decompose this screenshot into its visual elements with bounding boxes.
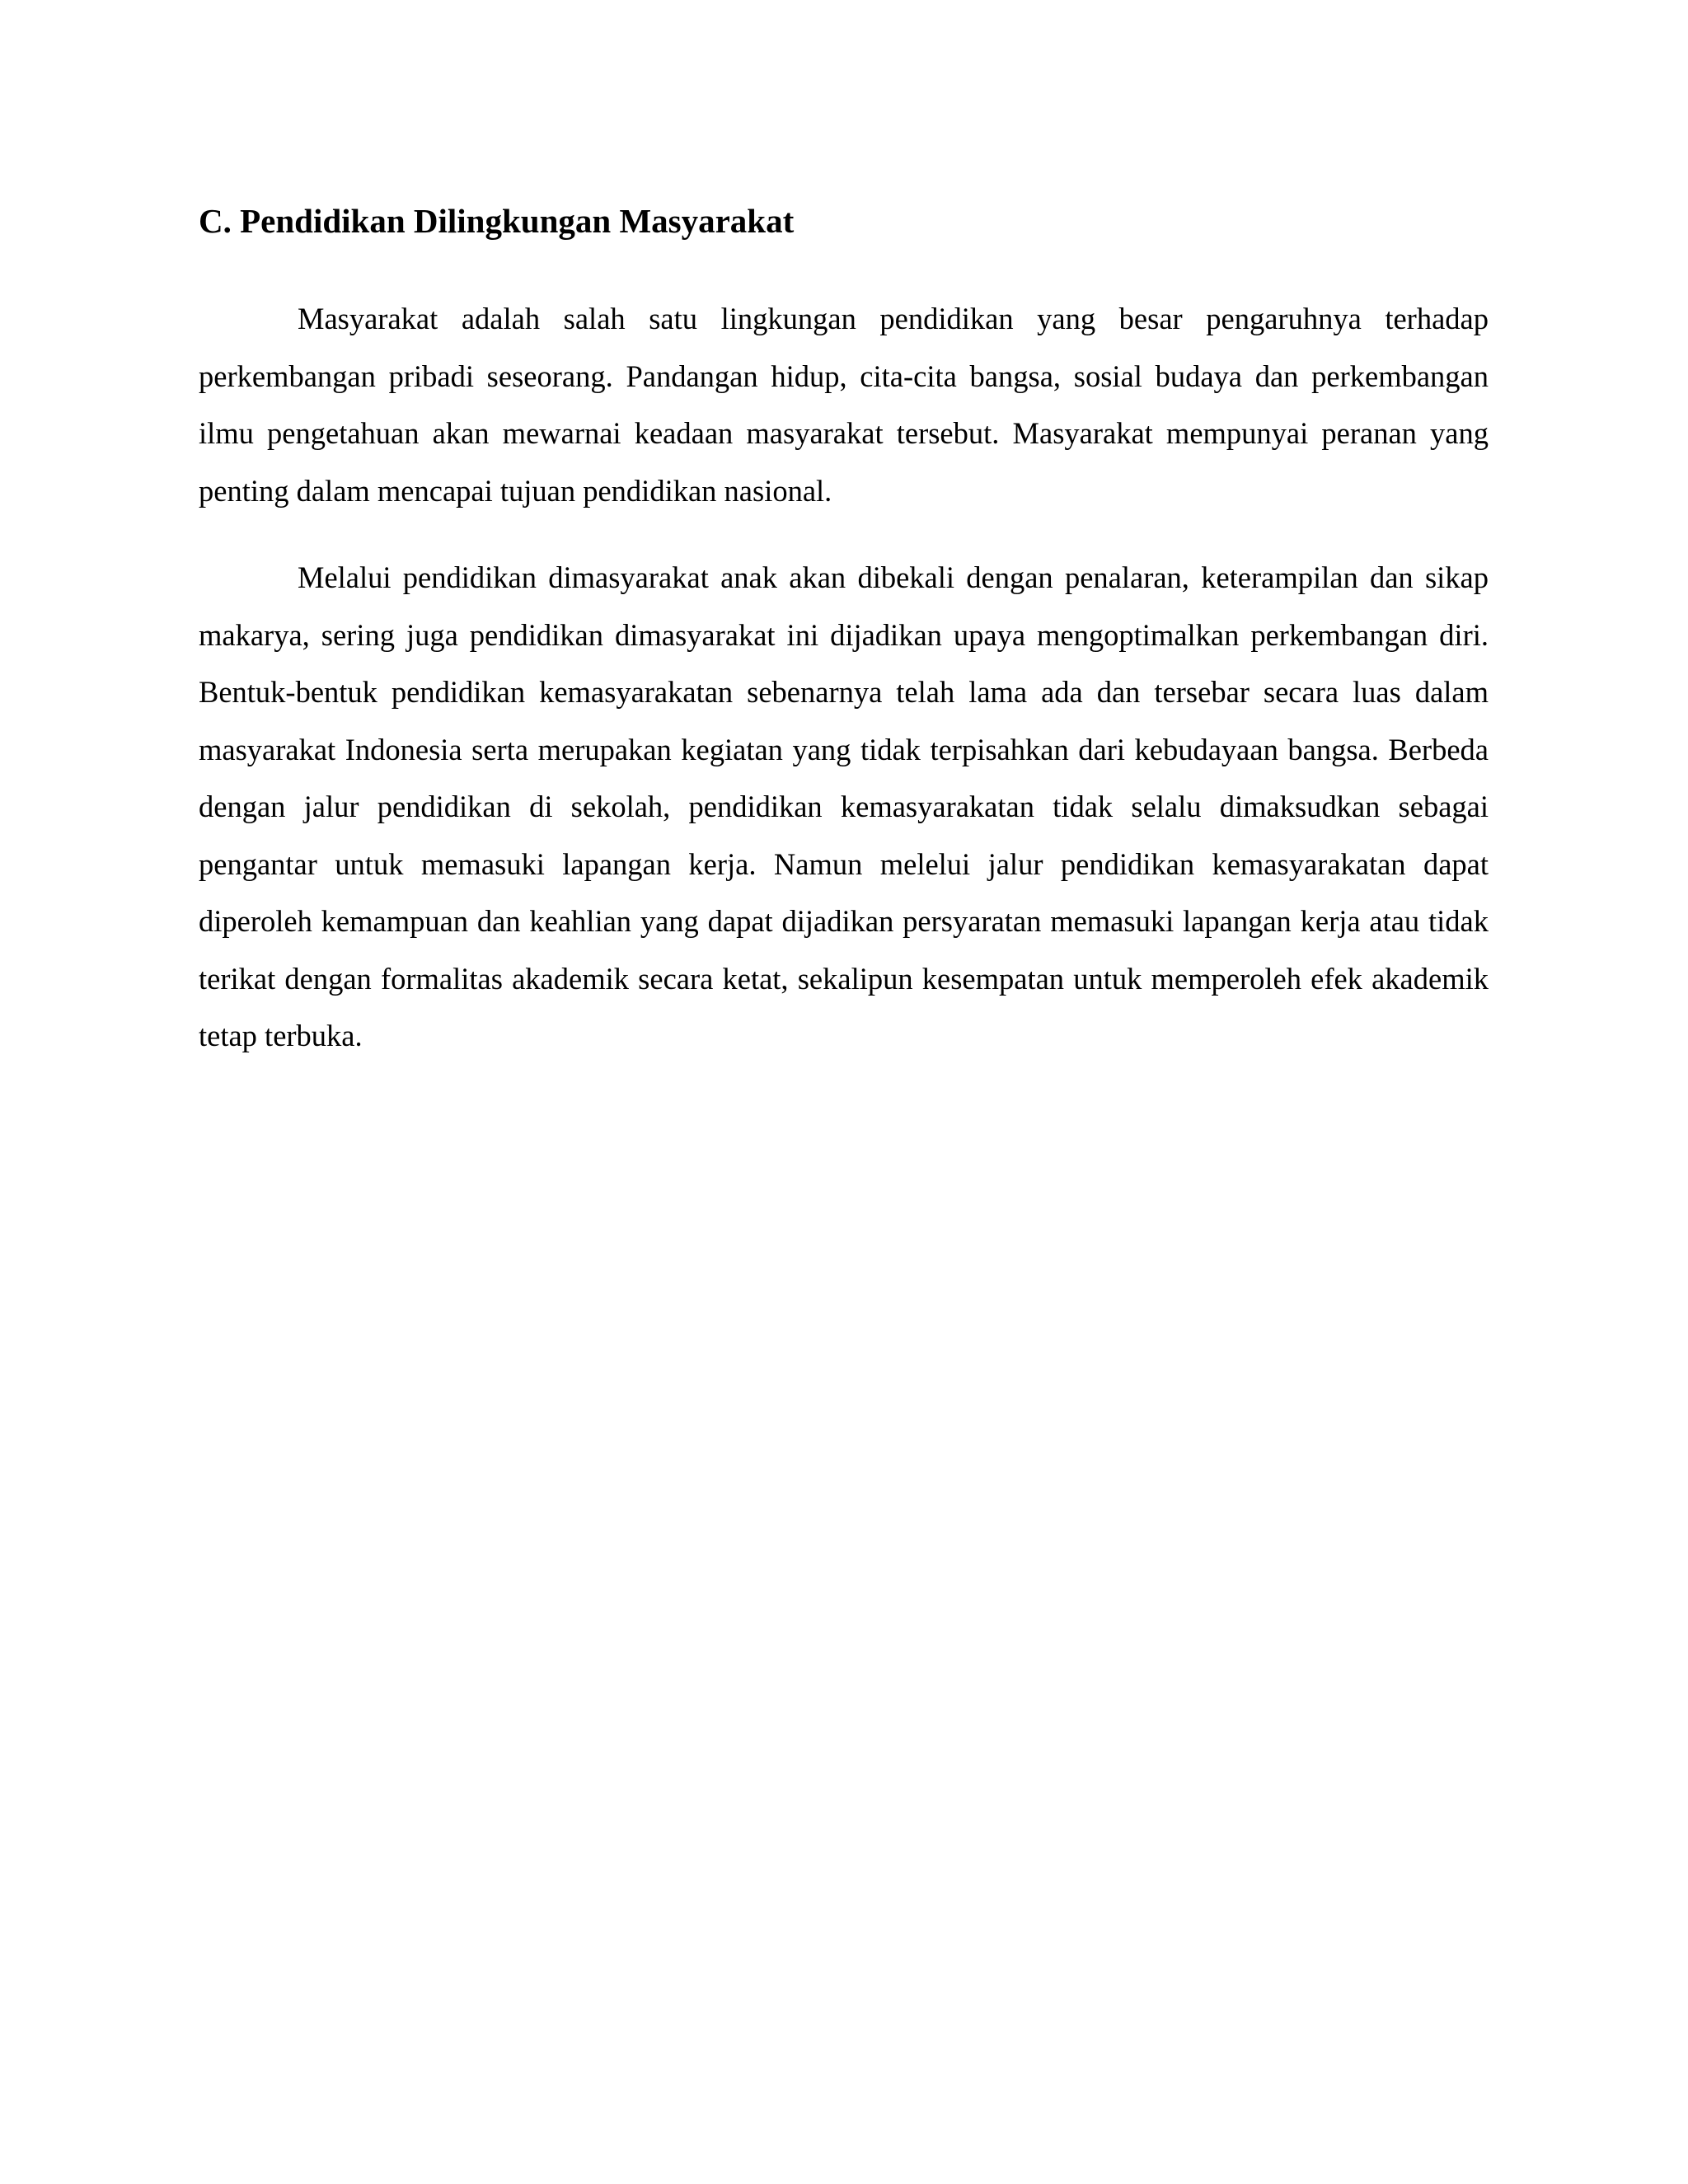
paragraph-1: Masyarakat adalah salah satu lingkungan pendidikan yang besar pengaruhnya terhadap perkembangan pribadi seseorang. Pandangan hidup, cita-cita bangsa, sosial budaya dan perkembangan ilmu pengetahuan akan mewarnai keadaan masyarakat tersebut. Masyarakat mempunyai peranan yang penting dalam mencapai tujuan pendidikan nasional.: [199, 302, 1489, 508]
document-content: [199, 196, 1489, 1065]
paragraph-2: Melalui pendidikan dimasyarakat anak akan dibekali dengan penalaran, keterampilan dan sikap makarya, sering juga pendidikan dimasyarakat ini dijadikan upaya mengoptimalkan perkembangan diri. Bentuk-bentuk pendidikan kemasyarakatan sebenarnya telah lama ada dan tersebar secara luas dalam masyarakat Indonesia serta merupakan kegiatan yang tidak terpisahkan dari kebudayaan bangsa. Berbeda dengan jalur pendidikan di sekolah, pendidikan kemasyarakatan tidak selalu dimaksudkan sebagai pengantar untuk memasuki lapangan kerja. Namun melelui jalur pendidikan kemasyarakatan dapat diperoleh kemampuan dan keahlian yang dapat dijadikan persyaratan memasuki lapangan kerja atau tidak terikat dengan formalitas akademik secara ketat, sekalipun kesempatan untuk memperoleh efek akademik tetap terbuka.: [199, 560, 1489, 1052]
section-heading: C. Pendidikan Dilingkungan Masyarakat: [199, 202, 795, 240]
